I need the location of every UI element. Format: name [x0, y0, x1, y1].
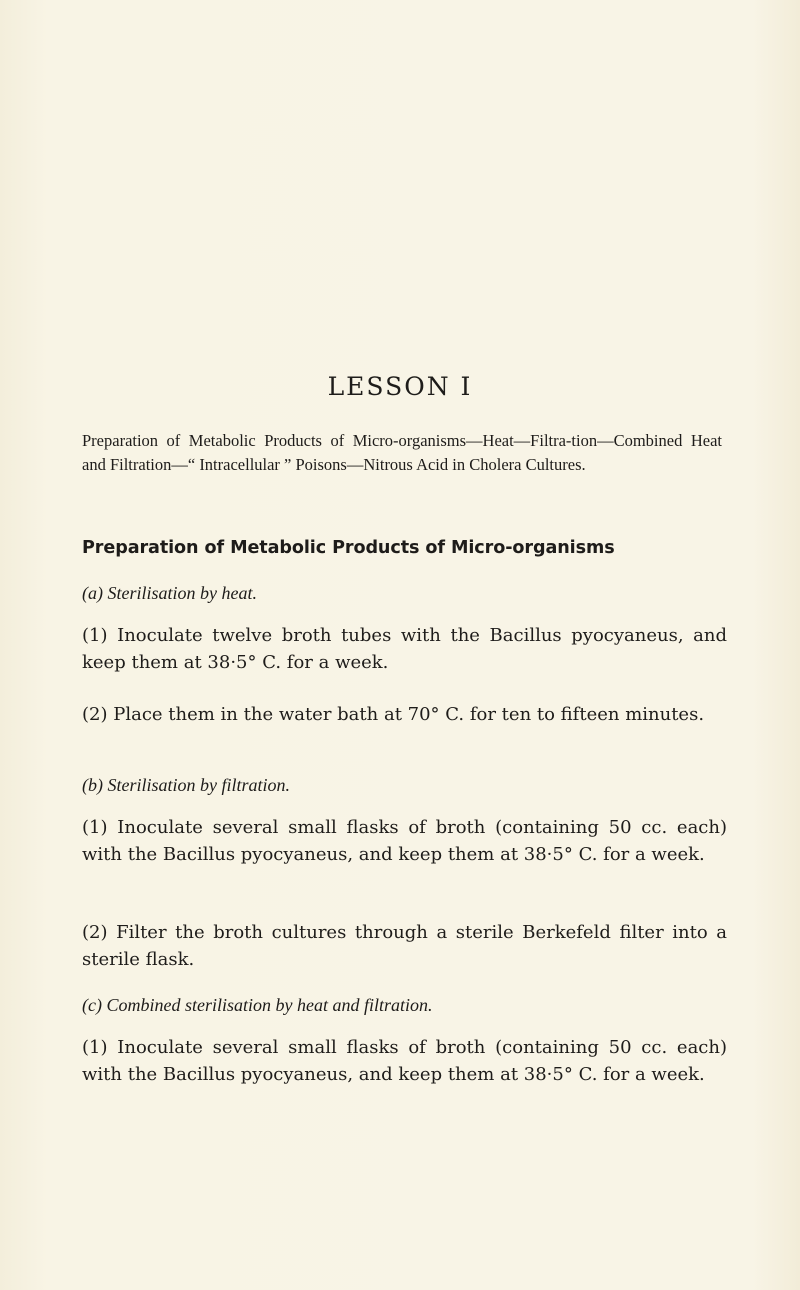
lesson-summary: Preparation of Metabolic Products of Micro-organisms—Heat—Filtra-tion—Combined Heat and Filtration—“ Intracellular ” Poisons—Nitrous Acid in Cholera Cultures.: [82, 431, 722, 474]
subhead-sterilisation-by-filtration: (b) Sterilisation by filtration.: [82, 775, 290, 795]
step-b2: (2) Filter the broth cultures through a sterile Berkefeld filter into a sterile flask.: [82, 922, 727, 970]
step-a2: (2) Place them in the water bath at 70° C. for ten to fifteen minutes.: [82, 704, 705, 725]
subhead-sterilisation-by-heat: (a) Sterilisation by heat.: [82, 583, 257, 603]
subhead-combined-sterilisation: (c) Combined sterilisation by heat and filtration.: [82, 995, 433, 1015]
step-c1: (1) Inoculate several small flasks of broth (containing 50 cc. each) with the Bacillus pyocyaneus, and keep them at 38·5° C. for a week.: [82, 1037, 727, 1085]
step-b1: (1) Inoculate several small flasks of broth (containing 50 cc. each) with the Bacillus pyocyaneus, and keep them at 38·5° C. for a week.: [82, 817, 727, 865]
lesson-title: LESSON I: [327, 372, 473, 401]
step-a1: (1) Inoculate twelve broth tubes with the Bacillus pyocyaneus, and keep them at 38·5° C. for a week.: [82, 625, 727, 673]
section-heading: Preparation of Metabolic Products of Micro-organisms: [82, 538, 615, 558]
